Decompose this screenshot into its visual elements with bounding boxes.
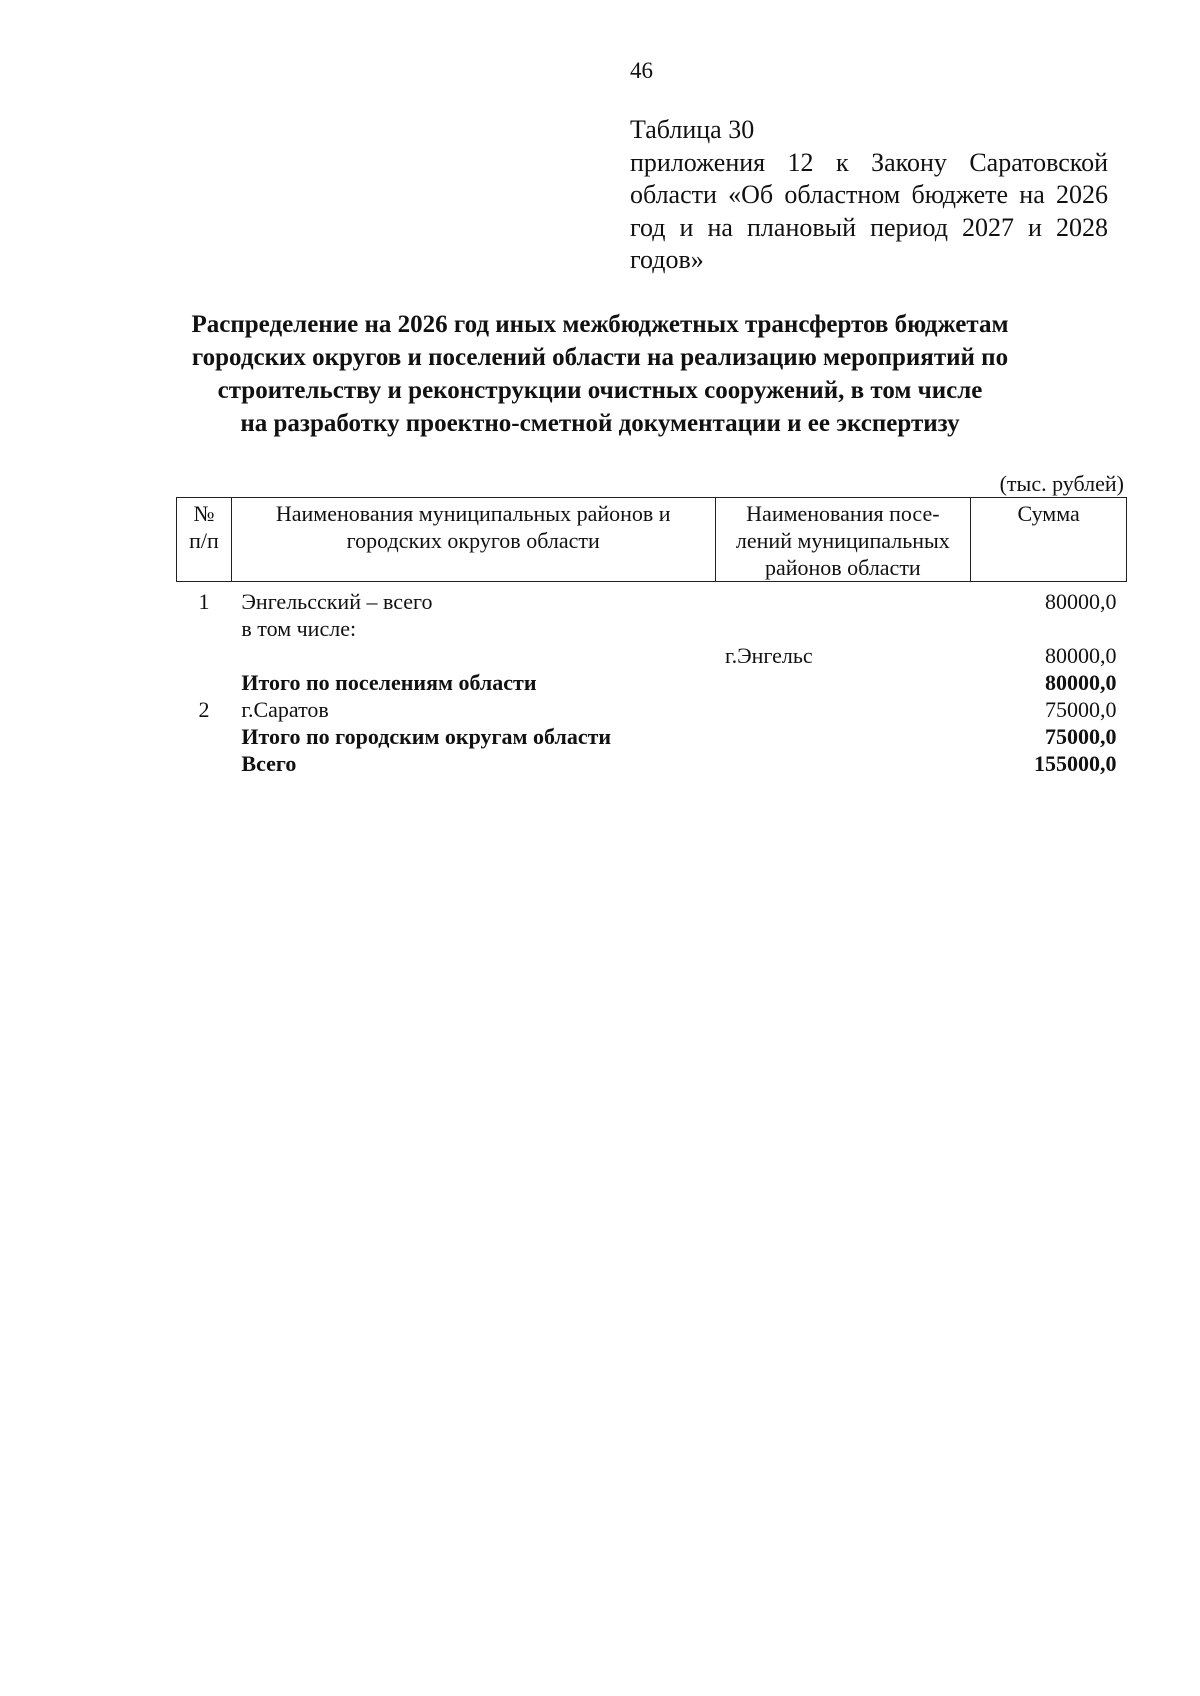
header-settlement-line: лений муниципальных [735, 528, 950, 553]
distribution-table [176, 497, 1127, 777]
cell-number [177, 642, 232, 669]
units-label: (тыс. рублей) [999, 471, 1124, 496]
cell-name: Всего [241, 751, 297, 776]
header-number-line: № [193, 501, 215, 526]
appendix-table-label: Таблица 30 [630, 115, 755, 144]
cell-sum: 155000,0 [1034, 751, 1117, 776]
title-line: строительству и реконструкции очистных сооружений, в том числе [217, 377, 983, 404]
cell-name: Итого по поселениям области [241, 670, 537, 695]
table-row [177, 642, 1127, 669]
cell-settlement [715, 615, 971, 642]
appendix-reference [630, 114, 1108, 277]
cell-sum [971, 615, 1127, 642]
cell-name: в том числе: [241, 616, 357, 641]
cell-settlement [715, 669, 971, 696]
cell-sum: 75000,0 [1045, 697, 1117, 722]
title-line: на разработку проектно-сметной документации и ее экспертизу [240, 410, 960, 437]
cell-settlement [715, 696, 971, 723]
cell-name [231, 642, 715, 669]
cell-number [177, 669, 232, 696]
header-settlement-line: районов области [764, 555, 921, 580]
header-settlement-name [715, 498, 971, 582]
table-header-row [177, 498, 1127, 582]
cell-settlement [715, 750, 971, 777]
table-row [177, 696, 1127, 723]
document-title [150, 308, 1050, 440]
cell-number [177, 615, 232, 642]
header-number [177, 498, 232, 582]
table-row-subtotal [177, 723, 1127, 750]
cell-name: г.Саратов [241, 697, 329, 722]
header-district-name: Наименования муниципальных районов и городских округов области [231, 498, 715, 582]
table-row-subtotal [177, 669, 1127, 696]
cell-number [177, 750, 232, 777]
table-row [177, 615, 1127, 642]
cell-sum: 80000,0 [1045, 589, 1117, 614]
cell-sum: 80000,0 [1045, 670, 1117, 695]
cell-name: Энгельсский – всего [241, 589, 433, 614]
cell-number [177, 723, 232, 750]
header-settlement-line: Наименования посе- [746, 501, 940, 526]
appendix-law-reference: приложения 12 к Закону Саратовской области «Об областном бюджете на 2026 год и на плановый период 2027 и 2028 годов» [630, 147, 1108, 274]
cell-number: 1 [198, 589, 210, 614]
table-row [177, 582, 1127, 616]
header-number-line: п/п [189, 528, 219, 553]
page-number: 46 [630, 58, 653, 83]
cell-sum: 80000,0 [1045, 643, 1117, 668]
cell-sum: 75000,0 [1045, 724, 1117, 749]
cell-settlement [715, 582, 971, 616]
cell-settlement [715, 723, 971, 750]
cell-name: Итого по городским округам области [241, 724, 612, 749]
header-sum: Сумма [971, 498, 1127, 582]
title-line: Распределение на 2026 год иных межбюджетных трансфертов бюджетам [191, 311, 1009, 338]
table-row-total [177, 750, 1127, 777]
cell-settlement: г.Энгельс [725, 643, 813, 668]
cell-number: 2 [198, 697, 210, 722]
title-line: городских округов и поселений области на реализацию мероприятий по [191, 344, 1009, 371]
